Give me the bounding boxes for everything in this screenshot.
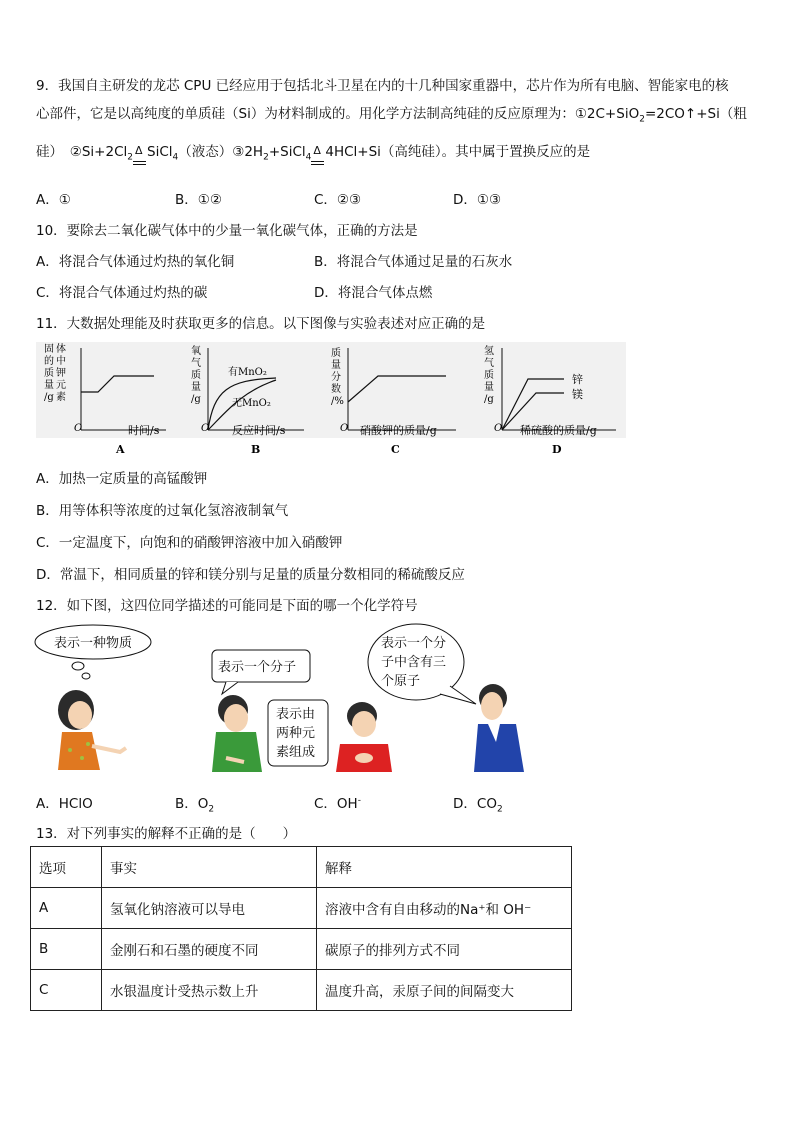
q9-stem-line1: 9．我国自主研发的龙芯 CPU 已经应用于包括北斗卫星在内的十几种国家重器中，芯片作为所有电脑、智能家电的核 (36, 78, 729, 94)
table-row (31, 929, 572, 970)
graph-a-ylabel-5: 质 (44, 368, 54, 379)
q12-option-d[interactable] (453, 792, 503, 815)
header-option: 选项 (31, 847, 102, 888)
row-explanation: 溶液中含有自由移动的Na⁺和 OH⁻ (317, 888, 572, 929)
q9-line3-part5: 4HCl+Si（高纯硅）。其中属于置换反应的是 (325, 144, 591, 160)
q10-option-c[interactable]: C．将混合气体通过灼热的碳 (36, 285, 208, 301)
subscript: 4 (172, 152, 179, 163)
graph-c-ylabel-1: 质 (331, 348, 341, 359)
speech-bubble-3 (268, 700, 328, 766)
bubble-4-line3: 个原子 (381, 674, 421, 689)
graph-d-ylabel-2: 气 (484, 358, 494, 369)
thought-bubble-1 (35, 625, 151, 679)
delta-symbol: Δ (135, 144, 143, 157)
q12-option-c-label: C．OH (314, 796, 358, 812)
q11-option-b[interactable]: B．用等体积等浓度的过氧化氢溶液制氧气 (36, 503, 289, 519)
q9-line2-part2: =2CO↑+Si（粗 (644, 106, 747, 122)
bubble-1-text: 表示一种物质 (54, 636, 133, 651)
q11-option-d[interactable]: D．常温下，相同质量的锌和镁分别与足量的质量分数相同的稀硫酸反应 (36, 567, 465, 583)
graph-c-xlabel: 硝酸钾的质量/g (360, 424, 437, 437)
q9-line3-part2: SiCl (147, 144, 173, 160)
graph-a-ylabel-6: 钾 (56, 368, 66, 379)
q9-line3-part1: 硅） ②Si+2Cl (36, 144, 128, 160)
graph-b-ylabel-5: /g (191, 394, 201, 405)
row-option: A (31, 888, 102, 929)
row-fact: 水银温度计受热示数上升 (102, 970, 317, 1011)
q9-option-d[interactable]: D．①③ (453, 192, 502, 208)
q9-stem-line3 (36, 140, 590, 163)
q9-line2-part1: 心部件，它是以高纯度的单质硅（Si）为材料制成的。用化学方法制高纯硅的反应原理为：①2C+SiO (36, 106, 640, 122)
graph-a-ylabel-3: 的 (44, 356, 54, 367)
q12-option-b-label: B．O (175, 796, 209, 812)
row-explanation: 碳原子的排列方式不同 (317, 929, 572, 970)
header-explanation: 解释 (317, 847, 572, 888)
graph-a-ylabel-8: 元 (56, 380, 66, 391)
table-row (31, 888, 572, 929)
row-explanation: 温度升高，汞原子间的间隔变大 (317, 970, 572, 1011)
bubble-3-line1: 表示由 (276, 707, 316, 722)
q11-option-c[interactable]: C．一定温度下，向饱和的硝酸钾溶液中加入硝酸钾 (36, 535, 343, 551)
q10-option-a[interactable]: A．将混合气体通过灼热的氧化铜 (36, 254, 235, 270)
subscript: 2 (496, 804, 503, 815)
graph-a-ylabel-10: 素 (56, 392, 66, 403)
q11-stem: 11．大数据处理能及时获取更多的信息。以下图像与实验表述对应正确的是 (36, 316, 486, 332)
graph-c-ylabel-5: /% (331, 396, 344, 407)
header-fact: 事实 (102, 847, 317, 888)
graph-a-ylabel-2: 体 (56, 344, 66, 355)
graph-c-ylabel-4: 数 (331, 384, 341, 395)
graph-c-origin: O (340, 423, 349, 434)
graph-b-ylabel-1: 氧 (191, 346, 201, 357)
graph-d-curve1-label: 锌 (572, 373, 583, 386)
row-fact: 金刚石和石墨的硬度不同 (102, 929, 317, 970)
graph-a-ylabel-1: 固 (44, 344, 54, 355)
graph-d-ylabel-1: 氢 (484, 346, 494, 357)
graph-b-xlabel: 反应时间/s (232, 424, 286, 437)
q13-table (30, 846, 572, 1011)
graph-b-curve2-label: 无MnO₂ (232, 398, 271, 409)
q10-option-b[interactable]: B．将混合气体通过足量的石灰水 (314, 254, 513, 270)
bubble-4-line1: 表示一个分 (381, 636, 447, 651)
bubble-3-line3: 素组成 (276, 745, 316, 760)
q9-line3-part4: +SiCl (268, 144, 306, 160)
q12-illustration (30, 620, 550, 780)
q12-option-b[interactable] (175, 792, 214, 815)
q9-option-a[interactable]: A．① (36, 192, 71, 208)
row-option: B (31, 929, 102, 970)
q12-option-d-label: D．CO (453, 796, 497, 812)
graph-b-origin: O (201, 423, 210, 434)
graph-c-caption: C (391, 443, 400, 456)
boy-red-figure (336, 702, 392, 772)
q9-option-b[interactable]: B．①② (175, 192, 222, 208)
table-header-row (31, 847, 572, 888)
subscript: 2 (127, 152, 133, 163)
boy-green-figure (212, 695, 262, 772)
graph-c-ylabel-2: 量 (331, 360, 341, 371)
q10-stem: 10．要除去二氧化碳气体中的少量一氧化碳气体，正确的方法是 (36, 223, 418, 239)
graph-b-caption: B (251, 443, 261, 456)
graph-b-ylabel-2: 气 (191, 358, 201, 369)
graph-d-origin: O (494, 423, 503, 434)
q9-line3-part3: （液态）③2H (178, 144, 264, 160)
superscript: - (357, 795, 361, 806)
q9-stem-line2 (36, 102, 747, 125)
speech-bubble-2 (212, 650, 310, 694)
graph-b-ylabel-4: 量 (191, 382, 201, 393)
graph-d-curve2-label: 镁 (572, 388, 583, 401)
graph-a-caption: A (116, 443, 125, 456)
q12-option-c[interactable] (314, 792, 361, 812)
bubble-3-line2: 两种元 (276, 726, 316, 741)
speech-bubble-4 (368, 624, 476, 704)
q12-option-a[interactable]: A．HClO (36, 796, 93, 812)
graph-b-curve1-label: 有MnO₂ (228, 367, 267, 378)
girl-figure (58, 690, 126, 770)
graph-a-ylabel-9: /g (44, 392, 54, 403)
q11-graphs (36, 342, 626, 460)
graph-c-ylabel-3: 分 (331, 372, 341, 383)
bubble-2-text: 表示一个分子 (218, 660, 297, 675)
graph-a-origin: O (74, 423, 83, 434)
boy-blue-figure (474, 684, 524, 772)
subscript: 2 (263, 152, 269, 163)
row-fact: 氢氧化钠溶液可以导电 (102, 888, 317, 929)
delta-symbol: Δ (313, 144, 321, 157)
q13-stem: 13．对下列事实的解释不正确的是（ ） (36, 826, 297, 842)
q11-option-a[interactable]: A．加热一定质量的高锰酸钾 (36, 471, 208, 487)
subscript: 2 (639, 114, 645, 125)
q12-stem: 12．如下图，这四位同学描述的可能同是下面的哪一个化学符号 (36, 598, 418, 614)
graph-d-xlabel: 稀硫酸的质量/g (520, 424, 597, 437)
table-row (31, 970, 572, 1011)
graph-a-ylabel-7: 量 (44, 380, 54, 391)
q10-option-d[interactable]: D．将混合气体点燃 (314, 285, 433, 301)
graph-d-ylabel-3: 质 (484, 370, 494, 381)
bubble-4-line2: 子中含有三 (381, 655, 447, 670)
subscript: 4 (305, 152, 312, 163)
graph-d-ylabel-4: 量 (484, 382, 494, 393)
graph-b-ylabel-3: 质 (191, 370, 201, 381)
graph-a-xlabel: 时间/s (128, 424, 160, 437)
graph-a-ylabel-4: 中 (56, 356, 66, 367)
q9-option-c[interactable]: C．②③ (314, 192, 362, 208)
subscript: 2 (208, 804, 215, 815)
graph-d-caption: D (552, 443, 562, 456)
row-option: C (31, 970, 102, 1011)
graph-d-ylabel-5: /g (484, 394, 494, 405)
